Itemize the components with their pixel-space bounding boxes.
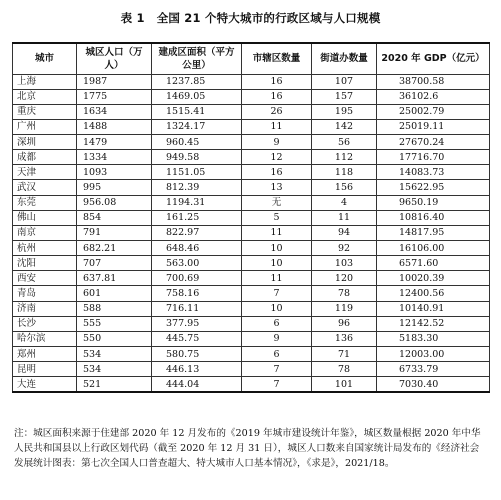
cell-gdp: 16106.00 bbox=[377, 241, 490, 256]
table-row bbox=[13, 104, 490, 119]
cell-city: 深圳 bbox=[13, 135, 77, 150]
header-city: 城市 bbox=[13, 43, 77, 74]
cell-area: 1324.17 bbox=[152, 119, 242, 134]
cell-population: 555 bbox=[77, 316, 152, 331]
table-title-text: 全国 21 个特大城市的行政区域与人口规模 bbox=[156, 11, 381, 25]
cell-area: 377.95 bbox=[152, 316, 242, 331]
cell-districts: 11 bbox=[242, 225, 312, 240]
cell-area: 949.58 bbox=[152, 150, 242, 165]
cell-gdp: 25019.11 bbox=[377, 119, 490, 134]
cell-city: 武汉 bbox=[13, 180, 77, 195]
cell-city: 郑州 bbox=[13, 347, 77, 362]
cell-gdp: 14817.95 bbox=[377, 225, 490, 240]
cell-area: 822.97 bbox=[152, 225, 242, 240]
cell-streets: 11 bbox=[312, 210, 377, 225]
table-row bbox=[13, 225, 490, 240]
table-row bbox=[13, 210, 490, 225]
table-title bbox=[0, 10, 501, 26]
table-row bbox=[13, 271, 490, 286]
cell-city: 东莞 bbox=[13, 195, 77, 210]
cell-population: 995 bbox=[77, 180, 152, 195]
table-row bbox=[13, 301, 490, 316]
cell-gdp: 5183.30 bbox=[377, 331, 490, 346]
cell-population: 637.81 bbox=[77, 271, 152, 286]
cell-districts: 9 bbox=[242, 135, 312, 150]
header-area: 建成区面积（平方公里） bbox=[152, 43, 242, 74]
table-row bbox=[13, 316, 490, 331]
cell-area: 700.69 bbox=[152, 271, 242, 286]
cell-population: 521 bbox=[77, 377, 152, 392]
cell-city: 沈阳 bbox=[13, 256, 77, 271]
cell-population: 854 bbox=[77, 210, 152, 225]
cell-population: 1488 bbox=[77, 119, 152, 134]
header-population: 城区人口（万人） bbox=[77, 43, 152, 74]
cell-streets: 96 bbox=[312, 316, 377, 331]
cell-gdp: 12400.56 bbox=[377, 286, 490, 301]
cell-area: 1469.05 bbox=[152, 89, 242, 104]
cell-streets: 71 bbox=[312, 347, 377, 362]
cell-city: 天津 bbox=[13, 165, 77, 180]
table-row bbox=[13, 331, 490, 346]
cell-city: 昆明 bbox=[13, 362, 77, 377]
cell-population: 1479 bbox=[77, 135, 152, 150]
cell-city: 上海 bbox=[13, 74, 77, 89]
cell-area: 812.39 bbox=[152, 180, 242, 195]
cell-districts: 16 bbox=[242, 74, 312, 89]
cell-city: 杭州 bbox=[13, 241, 77, 256]
table-row bbox=[13, 286, 490, 301]
cell-gdp: 12142.52 bbox=[377, 316, 490, 331]
cell-gdp: 6733.79 bbox=[377, 362, 490, 377]
cell-districts: 无 bbox=[242, 195, 312, 210]
cell-population: 791 bbox=[77, 225, 152, 240]
cell-area: 1151.05 bbox=[152, 165, 242, 180]
table-note: 注：城区面积来源于住建部 2020 年 12 月发布的《2019 年城市建设统计年鉴》，城区数量根据 2020 年中华人民共和国县以上行政区划代码（截至 2020 年 12 月 31 日），城区人口数来自国家统计局发布的《经济社会发展统计图表：第七次全国人口普查超大、特大城市人口基本情况》，《求是》，2021/18。 bbox=[14, 428, 481, 469]
cell-city: 成都 bbox=[13, 150, 77, 165]
table-row bbox=[13, 89, 490, 104]
table-row bbox=[13, 241, 490, 256]
cell-districts: 7 bbox=[242, 362, 312, 377]
cell-area: 716.11 bbox=[152, 301, 242, 316]
cell-population: 707 bbox=[77, 256, 152, 271]
cell-area: 563.00 bbox=[152, 256, 242, 271]
cell-area: 960.45 bbox=[152, 135, 242, 150]
cell-streets: 56 bbox=[312, 135, 377, 150]
cell-population: 534 bbox=[77, 347, 152, 362]
cell-gdp: 17716.70 bbox=[377, 150, 490, 165]
cell-gdp: 10140.91 bbox=[377, 301, 490, 316]
cell-area: 1237.85 bbox=[152, 74, 242, 89]
cell-city: 广州 bbox=[13, 119, 77, 134]
header-gdp: 2020 年 GDP（亿元） bbox=[377, 43, 490, 74]
cell-districts: 10 bbox=[242, 256, 312, 271]
table-row bbox=[13, 119, 490, 134]
cell-gdp: 27670.24 bbox=[377, 135, 490, 150]
cell-city: 长沙 bbox=[13, 316, 77, 331]
cell-area: 580.75 bbox=[152, 347, 242, 362]
cell-districts: 26 bbox=[242, 104, 312, 119]
cell-streets: 195 bbox=[312, 104, 377, 119]
cell-population: 1093 bbox=[77, 165, 152, 180]
table-header bbox=[13, 43, 490, 74]
cell-districts: 13 bbox=[242, 180, 312, 195]
table-row bbox=[13, 256, 490, 271]
cell-gdp: 6571.60 bbox=[377, 256, 490, 271]
table-row bbox=[13, 165, 490, 180]
cell-streets: 4 bbox=[312, 195, 377, 210]
cell-city: 佛山 bbox=[13, 210, 77, 225]
cell-area: 1194.31 bbox=[152, 195, 242, 210]
cell-streets: 156 bbox=[312, 180, 377, 195]
cell-population: 1634 bbox=[77, 104, 152, 119]
cell-gdp: 38700.58 bbox=[377, 74, 490, 89]
table-row bbox=[13, 135, 490, 150]
cell-population: 956.08 bbox=[77, 195, 152, 210]
cell-population: 1334 bbox=[77, 150, 152, 165]
cell-gdp: 10816.40 bbox=[377, 210, 490, 225]
cell-streets: 78 bbox=[312, 286, 377, 301]
cell-streets: 92 bbox=[312, 241, 377, 256]
cell-districts: 11 bbox=[242, 119, 312, 134]
cell-area: 1515.41 bbox=[152, 104, 242, 119]
cell-streets: 101 bbox=[312, 377, 377, 392]
cell-gdp: 9650.19 bbox=[377, 195, 490, 210]
table-row bbox=[13, 347, 490, 362]
cell-area: 161.25 bbox=[152, 210, 242, 225]
cell-gdp: 25002.79 bbox=[377, 104, 490, 119]
table-row bbox=[13, 377, 490, 392]
table-row bbox=[13, 195, 490, 210]
cell-districts: 5 bbox=[242, 210, 312, 225]
cell-streets: 107 bbox=[312, 74, 377, 89]
cell-districts: 10 bbox=[242, 301, 312, 316]
cell-streets: 118 bbox=[312, 165, 377, 180]
cell-population: 1987 bbox=[77, 74, 152, 89]
cell-gdp: 7030.40 bbox=[377, 377, 490, 392]
cell-gdp: 14083.73 bbox=[377, 165, 490, 180]
cell-districts: 12 bbox=[242, 150, 312, 165]
cell-streets: 142 bbox=[312, 119, 377, 134]
cell-city: 北京 bbox=[13, 89, 77, 104]
cell-population: 1775 bbox=[77, 89, 152, 104]
cell-districts: 10 bbox=[242, 241, 312, 256]
cell-city: 南京 bbox=[13, 225, 77, 240]
cell-streets: 136 bbox=[312, 331, 377, 346]
table-row bbox=[13, 74, 490, 89]
cell-area: 446.13 bbox=[152, 362, 242, 377]
cell-population: 601 bbox=[77, 286, 152, 301]
cell-districts: 16 bbox=[242, 89, 312, 104]
cell-gdp: 12003.00 bbox=[377, 347, 490, 362]
cell-gdp: 15622.95 bbox=[377, 180, 490, 195]
cell-city: 重庆 bbox=[13, 104, 77, 119]
table-row bbox=[13, 150, 490, 165]
header-streets: 街道办数量 bbox=[312, 43, 377, 74]
cell-streets: 120 bbox=[312, 271, 377, 286]
cell-city: 西安 bbox=[13, 271, 77, 286]
cell-streets: 112 bbox=[312, 150, 377, 165]
cell-districts: 7 bbox=[242, 377, 312, 392]
cell-area: 758.16 bbox=[152, 286, 242, 301]
cell-population: 682.21 bbox=[77, 241, 152, 256]
cell-population: 550 bbox=[77, 331, 152, 346]
cell-streets: 94 bbox=[312, 225, 377, 240]
table-row bbox=[13, 180, 490, 195]
cell-streets: 119 bbox=[312, 301, 377, 316]
cell-area: 444.04 bbox=[152, 377, 242, 392]
cell-streets: 78 bbox=[312, 362, 377, 377]
header-row bbox=[13, 43, 490, 74]
cell-gdp: 10020.39 bbox=[377, 271, 490, 286]
cell-streets: 157 bbox=[312, 89, 377, 104]
cell-districts: 7 bbox=[242, 286, 312, 301]
cell-districts: 6 bbox=[242, 316, 312, 331]
cell-population: 534 bbox=[77, 362, 152, 377]
cell-streets: 103 bbox=[312, 256, 377, 271]
cell-population: 588 bbox=[77, 301, 152, 316]
city-table bbox=[12, 42, 490, 393]
cell-districts: 9 bbox=[242, 331, 312, 346]
cell-city: 大连 bbox=[13, 377, 77, 392]
cell-city: 青岛 bbox=[13, 286, 77, 301]
cell-districts: 6 bbox=[242, 347, 312, 362]
cell-area: 648.46 bbox=[152, 241, 242, 256]
table-number: 表 1 bbox=[120, 11, 145, 25]
cell-city: 哈尔滨 bbox=[13, 331, 77, 346]
table-row bbox=[13, 362, 490, 377]
table-body bbox=[13, 74, 490, 392]
cell-districts: 16 bbox=[242, 165, 312, 180]
cell-districts: 11 bbox=[242, 271, 312, 286]
cell-gdp: 36102.6 bbox=[377, 89, 490, 104]
cell-area: 445.75 bbox=[152, 331, 242, 346]
header-districts: 市辖区数量 bbox=[242, 43, 312, 74]
cell-city: 济南 bbox=[13, 301, 77, 316]
